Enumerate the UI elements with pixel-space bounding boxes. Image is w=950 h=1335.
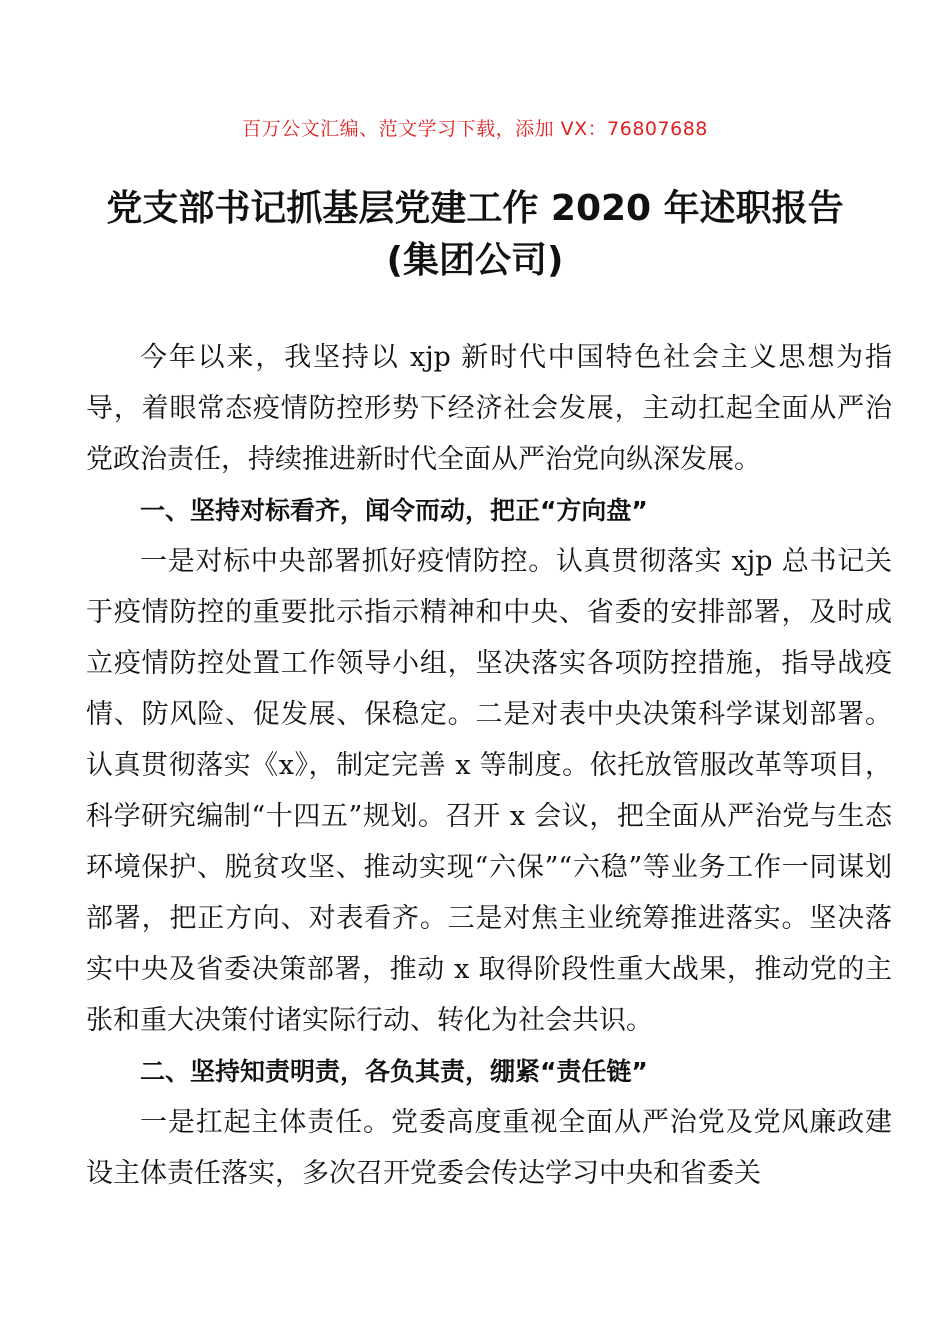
section-heading-1: 一、坚持对标看齐，闻令而动，把正“方向盘”	[140, 496, 648, 525]
section-heading-2: 二、坚持知责明责，各负其责，绷紧“责任链”	[140, 1057, 648, 1086]
title-line-2: (集团公司)	[386, 240, 564, 281]
document-title	[60, 183, 890, 287]
section-1-paragraph: 一是对标中央部署抓好疫情防控。认真贯彻落实 xjp 总书记关于疫情防控的重要批示指示精神和中央、省委的安排部署，及时成立疫情防控处置工作领导小组，坚决落实各项防控措施，指导战疫情、防风险、促发展、保稳定。二是对表中央决策科学谋划部署。认真贯彻落实《x》，制定完善 x 等制度。依托放管服改革等项目，科学研究编制“十四五”规划。召开 x 会议，把全面从严治党与生态环境保护、脱贫攻坚、推动实现“六保”“六稳”等业务工作一同谋划部署，把正方向、对表看齐。三是对焦主业统筹推进落实。坚决落实中央及省委决策部署，推动 x 取得阶段性重大战果，推动党的主张和重大决策付诸实际行动、转化为社会共识。	[86, 546, 892, 1036]
title-line-1: 党支部书记抓基层党建工作 2020 年述职报告	[106, 188, 844, 229]
watermark-text: 百万公文汇编、范文学习下载，添加 VX：76807688	[242, 118, 708, 140]
document-body	[86, 332, 892, 1199]
intro-paragraph: 今年以来，我坚持以 xjp 新时代中国特色社会主义思想为指导，着眼常态疫情防控形势下经济社会发展，主动扛起全面从严治党政治责任，持续推进新时代全面从严治党向纵深发展。	[86, 342, 892, 475]
section-2-paragraph: 一是扛起主体责任。党委高度重视全面从严治党及党风廉政建设主体责任落实，多次召开党委会传达学习中央和省委关	[86, 1107, 892, 1189]
